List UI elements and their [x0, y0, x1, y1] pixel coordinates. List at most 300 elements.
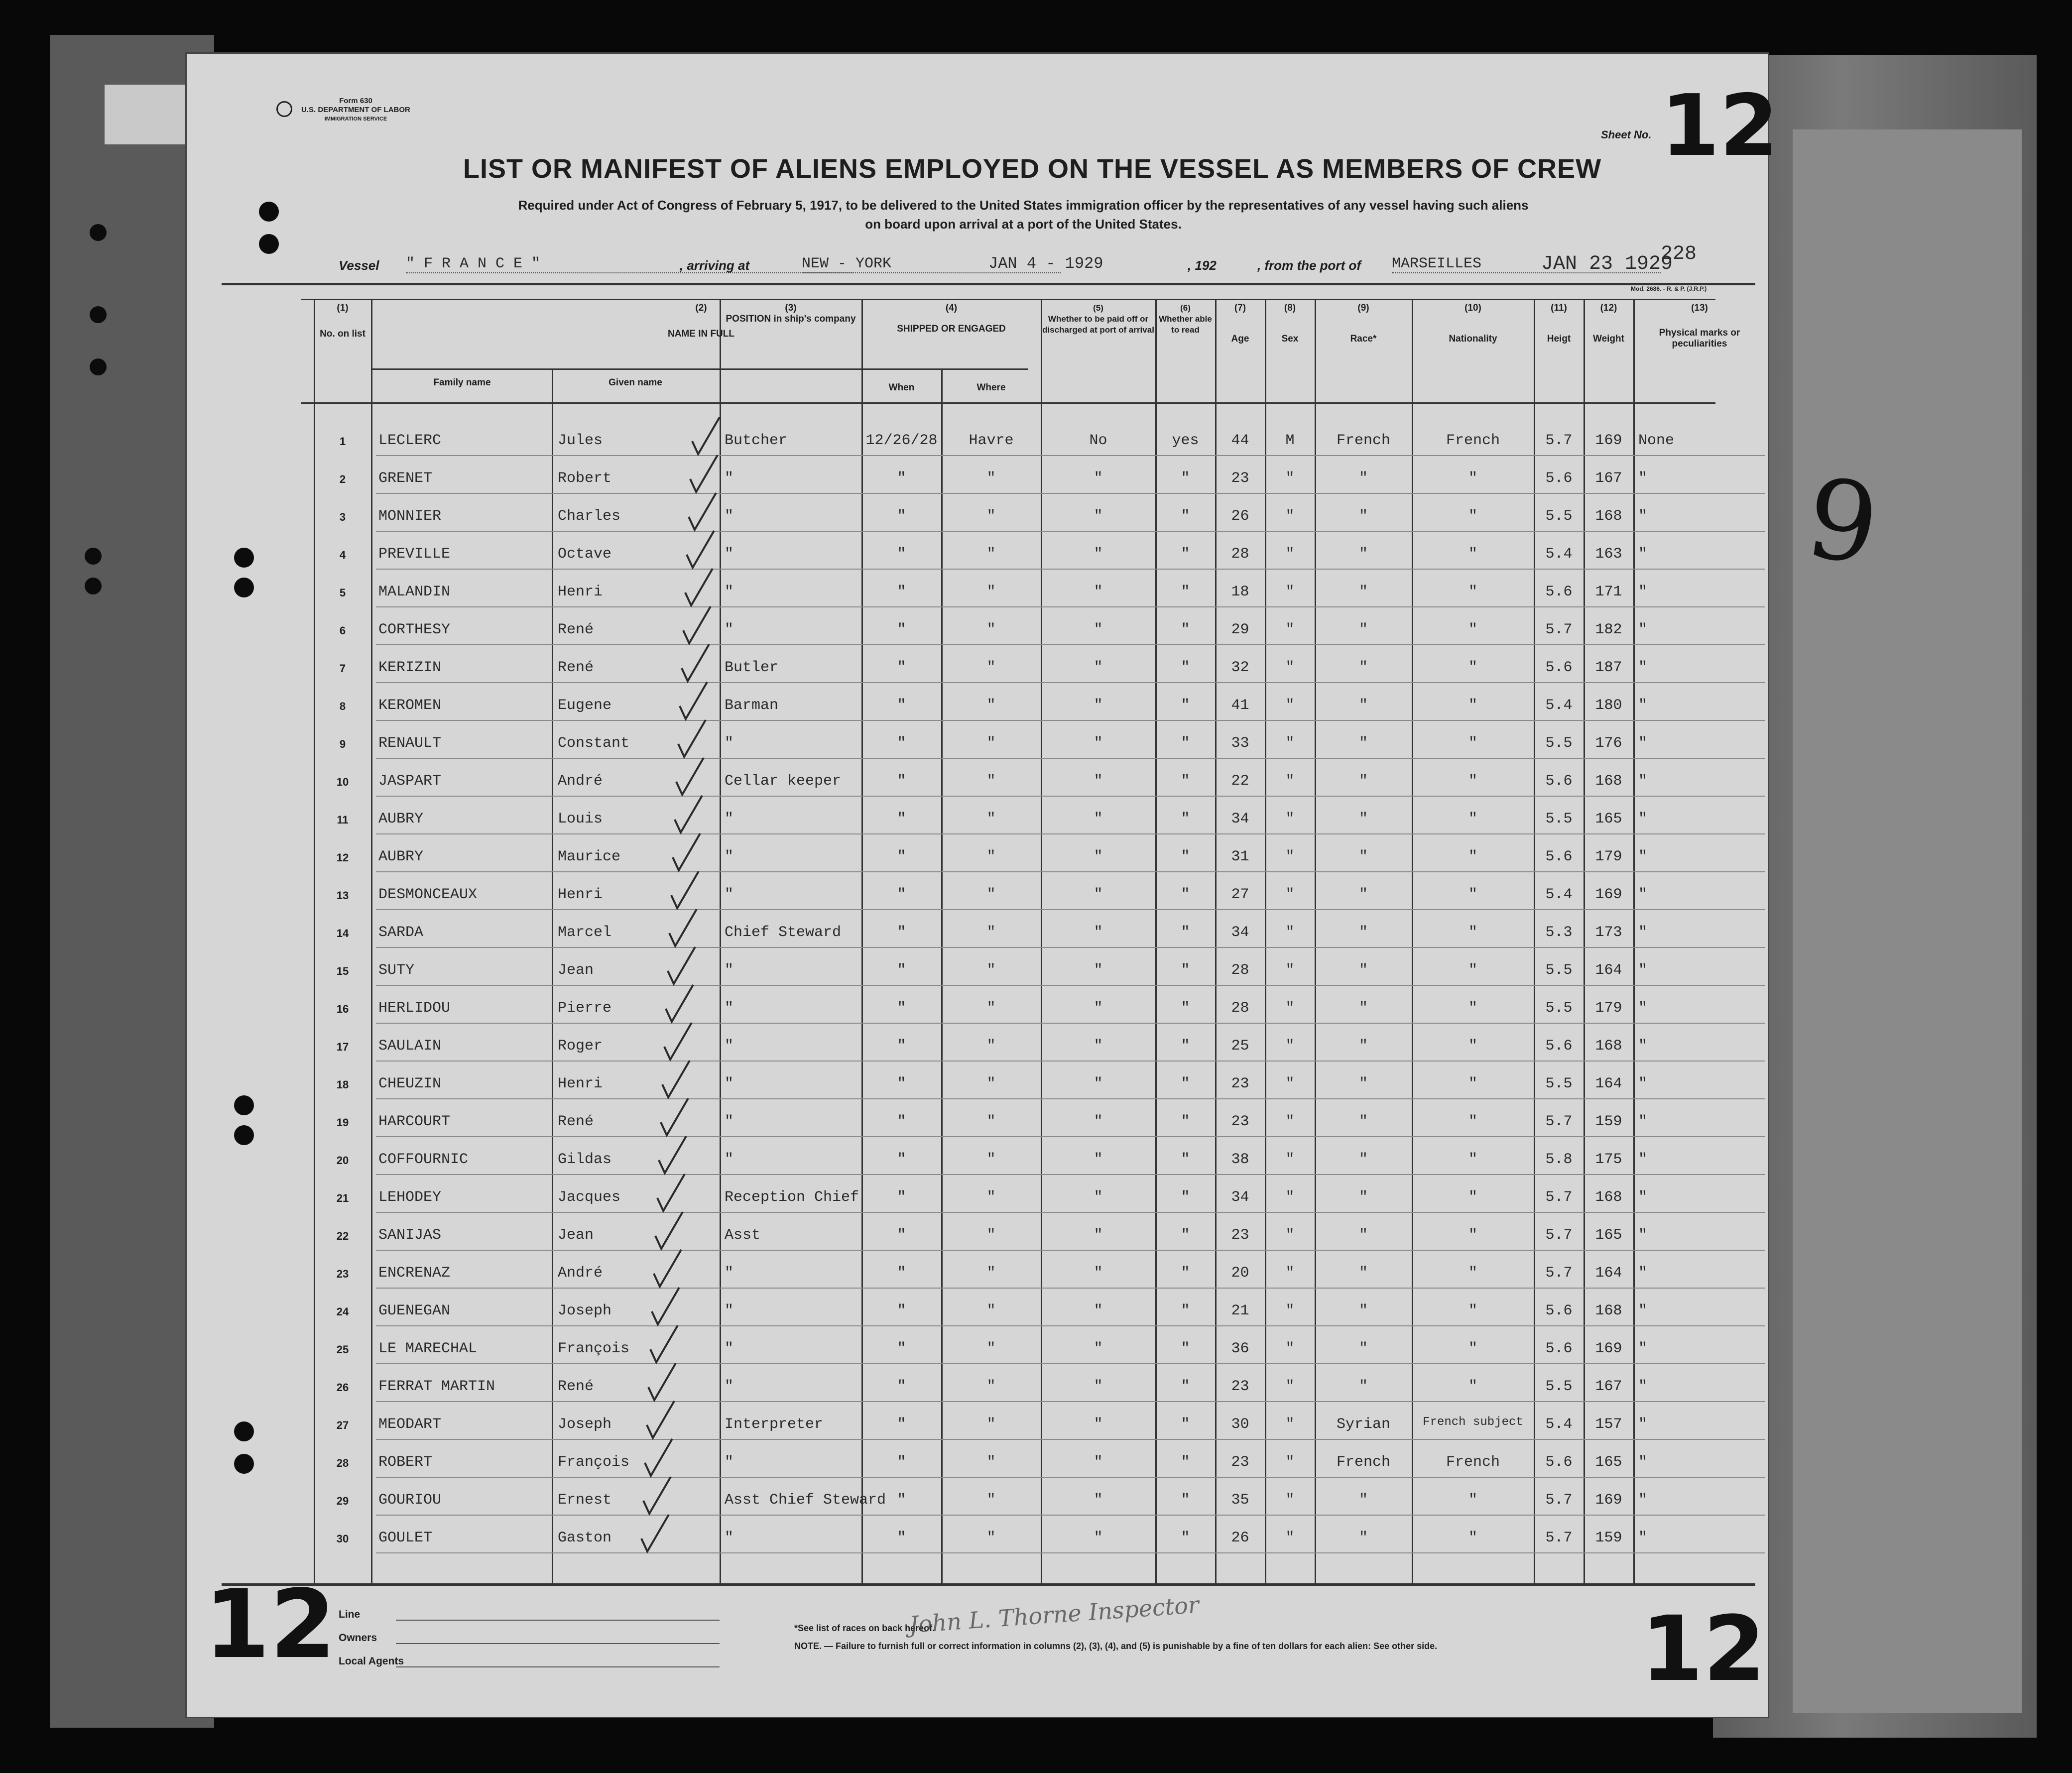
family-name-cell: MONNIER [378, 508, 442, 525]
race-cell: " [1358, 811, 1368, 827]
able-to-read-cell: " [1181, 848, 1190, 865]
position-cell: " [725, 1075, 734, 1092]
height-cell: 5.7 [1545, 432, 1573, 449]
punch-hole [90, 358, 107, 375]
weight-cell: 179 [1595, 1000, 1622, 1017]
able-to-read-cell: " [1181, 962, 1190, 979]
sex-cell: " [1285, 659, 1295, 676]
weight-cell: 169 [1595, 1340, 1622, 1357]
weight-cell: 164 [1595, 1075, 1622, 1092]
able-to-read-cell: " [1181, 886, 1190, 903]
punch-hole [234, 1421, 254, 1441]
family-name-cell: SUTY [378, 962, 415, 979]
mod-code: Mod. 2686. - R. & P. (J.R.P.) [1631, 285, 1707, 292]
age-cell: 30 [1231, 1416, 1249, 1433]
age-cell: 36 [1231, 1340, 1249, 1357]
given-name-cell: Charles [558, 508, 621, 525]
col-number: (8) [1284, 303, 1296, 313]
race-cell: " [1358, 584, 1368, 600]
weight-cell: 164 [1595, 1265, 1622, 1282]
check-mark [682, 644, 709, 681]
row-number-cell: 22 [336, 1230, 349, 1242]
weight-cell: 168 [1595, 508, 1622, 525]
given-name-cell: André [558, 1265, 603, 1282]
sex-cell: M [1285, 432, 1295, 449]
given-name-cell: Jacques [558, 1189, 621, 1206]
paid-off-cell: " [1094, 659, 1103, 676]
family-name-cell: KERIZIN [378, 659, 442, 676]
nationality-cell: French [1446, 1454, 1500, 1471]
race-cell: " [1358, 1189, 1368, 1206]
given-name-cell: François [558, 1340, 630, 1357]
sheet-number-label: Sheet No. [1601, 128, 1652, 141]
age-cell: 35 [1231, 1492, 1249, 1509]
sex-cell: " [1285, 1416, 1295, 1433]
paid-off-cell: " [1094, 962, 1103, 979]
paid-off-cell: " [1094, 1227, 1103, 1244]
able-to-read-cell: " [1181, 1151, 1190, 1168]
family-name-cell: SARDA [378, 924, 424, 941]
age-cell: 23 [1231, 1113, 1249, 1130]
race-cell: " [1358, 1227, 1368, 1244]
shipped-when-cell: " [897, 1189, 906, 1206]
height-cell: 5.4 [1545, 697, 1573, 714]
position-cell: " [725, 1265, 734, 1282]
col-number: (5) [1093, 303, 1103, 313]
punch-hole [85, 548, 102, 565]
check-mark [678, 720, 706, 757]
height-cell: 5.3 [1545, 924, 1573, 941]
sheet-number: 12 [1661, 77, 1779, 175]
col-label: Heigt [1547, 334, 1571, 344]
weight-cell: 179 [1595, 848, 1622, 865]
nationality-cell: " [1468, 1340, 1477, 1357]
race-cell: " [1358, 1000, 1368, 1017]
weight-cell: 169 [1595, 432, 1622, 449]
weight-cell: 169 [1595, 1492, 1622, 1509]
col-label: NAME IN FULL [667, 329, 735, 339]
shipped-where-cell: " [986, 1113, 996, 1130]
shipped-when-cell: " [897, 811, 906, 827]
shipped-when-cell: " [897, 924, 906, 941]
physical-marks-cell: " [1638, 584, 1648, 600]
race-cell: " [1358, 1075, 1368, 1092]
physical-marks-cell: " [1638, 470, 1648, 487]
shipped-when-cell: " [897, 584, 906, 600]
paid-off-cell: " [1094, 1340, 1103, 1357]
given-name-cell: Octave [558, 546, 612, 563]
height-cell: 5.6 [1545, 1454, 1573, 1471]
row-number-cell: 25 [336, 1343, 349, 1356]
shipped-when-cell: " [897, 1416, 906, 1433]
nationality-cell: " [1468, 962, 1477, 979]
race-cell: " [1358, 962, 1368, 979]
family-name-cell: MALANDIN [378, 584, 451, 600]
weight-cell: 165 [1595, 1227, 1622, 1244]
paid-off-cell: " [1094, 811, 1103, 827]
physical-marks-cell: " [1638, 1227, 1648, 1244]
nationality-cell: " [1468, 1265, 1477, 1282]
form-number: Form 630 [339, 97, 372, 105]
paid-off-cell: " [1094, 621, 1103, 638]
nationality-cell: " [1468, 1492, 1477, 1509]
height-cell: 5.4 [1545, 886, 1573, 903]
paid-off-cell: " [1094, 1189, 1103, 1206]
check-mark [648, 1363, 676, 1400]
able-to-read-cell: " [1181, 508, 1190, 525]
where-header: Where [976, 382, 1006, 393]
race-cell: " [1358, 470, 1368, 487]
paid-off-cell: " [1094, 470, 1103, 487]
row-number-cell: 17 [336, 1041, 349, 1053]
row-number-cell: 28 [336, 1457, 349, 1469]
sex-cell: " [1285, 1340, 1295, 1357]
check-mark [680, 682, 707, 719]
nationality-cell: " [1468, 1189, 1477, 1206]
underlying-page-far-right [1793, 129, 2022, 1713]
race-cell: " [1358, 1113, 1368, 1130]
able-to-read-cell: " [1181, 735, 1190, 752]
able-to-read-cell: " [1181, 1189, 1190, 1206]
nationality-cell: " [1468, 924, 1477, 941]
nationality-cell: " [1468, 773, 1477, 790]
weight-cell: 159 [1595, 1530, 1622, 1546]
family-name-cell: KEROMEN [378, 697, 442, 714]
able-to-read-cell: " [1181, 1302, 1190, 1319]
shipped-where-cell: " [986, 1075, 996, 1092]
vessel-label: Vessel [339, 258, 379, 273]
family-name-cell: ENCRENAZ [378, 1265, 451, 1282]
nationality-cell: French subject [1423, 1416, 1523, 1429]
check-mark [690, 455, 718, 492]
physical-marks-cell: " [1638, 1000, 1648, 1017]
race-cell: " [1358, 735, 1368, 752]
position-cell: " [725, 811, 734, 827]
given-name-cell: André [558, 773, 603, 790]
shipped-where-cell: " [986, 1189, 996, 1206]
shipped-where-cell: " [986, 1151, 996, 1168]
col-label: Whether able to read [1159, 314, 1212, 335]
row-number-cell: 6 [339, 624, 346, 637]
shipped-where-cell: " [986, 621, 996, 638]
sex-cell: " [1285, 848, 1295, 865]
shipped-where-cell: " [986, 508, 996, 525]
col-number: (7) [1234, 303, 1246, 313]
line-field [396, 1620, 720, 1621]
check-mark [661, 1098, 688, 1135]
physical-marks-cell: " [1638, 1265, 1648, 1282]
row-number-cell: 27 [336, 1419, 349, 1431]
check-mark [643, 1477, 671, 1514]
check-mark [676, 758, 704, 795]
weight-cell: 175 [1595, 1151, 1622, 1168]
paid-off-cell: " [1094, 584, 1103, 600]
given-name-cell: Jean [558, 1227, 594, 1244]
family-name-cell: JASPART [378, 773, 442, 790]
age-cell: 32 [1231, 659, 1249, 676]
able-to-read-cell: " [1181, 1530, 1190, 1546]
race-cell: " [1358, 924, 1368, 941]
family-name-cell: LE MARECHAL [378, 1340, 478, 1357]
physical-marks-cell: " [1638, 1416, 1648, 1433]
age-cell: 26 [1231, 1530, 1249, 1546]
col-label: Sex [1281, 334, 1299, 344]
height-cell: 5.6 [1545, 1302, 1573, 1319]
paid-off-cell: No [1089, 432, 1107, 449]
nationality-cell: " [1468, 1227, 1477, 1244]
shipped-when-cell: " [897, 508, 906, 525]
family-name-cell: GUENEGAN [378, 1302, 451, 1319]
check-mark [654, 1250, 681, 1287]
position-cell: " [725, 735, 734, 752]
family-name-cell: AUBRY [378, 811, 424, 827]
age-cell: 28 [1231, 962, 1249, 979]
given-name-cell: Constant [558, 735, 630, 752]
row-number-cell: 19 [336, 1116, 349, 1129]
position-cell: " [725, 848, 734, 865]
paid-off-cell: " [1094, 735, 1103, 752]
physical-marks-cell: " [1638, 1038, 1648, 1055]
weight-cell: 176 [1595, 735, 1622, 752]
shipped-when-cell: " [897, 470, 906, 487]
shipped-when-cell: " [897, 886, 906, 903]
age-cell: 23 [1231, 1378, 1249, 1395]
able-to-read-cell: " [1181, 1492, 1190, 1509]
weight-cell: 157 [1595, 1416, 1622, 1433]
given-name-cell: Marcel [558, 924, 612, 941]
age-cell: 18 [1231, 584, 1249, 600]
nationality-cell: " [1468, 735, 1477, 752]
given-name-cell: René [558, 659, 594, 676]
shipped-where-cell: " [986, 924, 996, 941]
shipped-when-cell: " [897, 1038, 906, 1055]
shipped-when-cell: " [897, 1492, 906, 1509]
paid-off-cell: " [1094, 848, 1103, 865]
physical-marks-cell: " [1638, 1340, 1648, 1357]
sex-cell: " [1285, 546, 1295, 563]
nationality-cell: " [1468, 1530, 1477, 1546]
given-name-cell: Ernest [558, 1492, 612, 1509]
family-name-cell: MEODART [378, 1416, 442, 1433]
height-cell: 5.8 [1545, 1151, 1573, 1168]
physical-marks-cell: " [1638, 621, 1648, 638]
when-header: When [888, 382, 915, 393]
punch-hole [90, 224, 107, 241]
row-number-cell: 15 [336, 965, 349, 977]
shipped-when-cell: " [897, 962, 906, 979]
punch-hole [234, 1125, 254, 1145]
departure-port: MARSEILLES [1392, 255, 1661, 273]
position-cell: " [725, 508, 734, 525]
check-mark [689, 493, 716, 530]
given-name-cell: Joseph [558, 1302, 612, 1319]
paid-off-cell: " [1094, 1416, 1103, 1433]
sex-cell: " [1285, 1038, 1295, 1055]
row-number-cell: 11 [337, 814, 349, 826]
nationality-cell: " [1468, 584, 1477, 600]
family-name-cell: LECLERC [378, 432, 442, 449]
agents-field [396, 1666, 720, 1667]
row-number-cell: 2 [339, 473, 346, 485]
check-mark [683, 606, 711, 643]
shipped-where-cell: " [986, 735, 996, 752]
check-mark [652, 1288, 679, 1324]
race-cell: " [1358, 621, 1368, 638]
able-to-read-cell: " [1181, 811, 1190, 827]
weight-cell: 168 [1595, 1189, 1622, 1206]
physical-marks-cell: " [1638, 1151, 1648, 1168]
physical-marks-cell: " [1638, 1302, 1648, 1319]
race-cell: " [1358, 1530, 1368, 1546]
paid-off-cell: " [1094, 1492, 1103, 1509]
race-cell: " [1358, 508, 1368, 525]
position-cell: Asst [725, 1227, 761, 1244]
given-name-cell: René [558, 621, 594, 638]
race-cell: " [1358, 1265, 1368, 1282]
age-cell: 23 [1231, 1454, 1249, 1471]
col-label: SHIPPED OR ENGAGED [897, 324, 1006, 334]
race-cell: " [1358, 1302, 1368, 1319]
paid-off-cell: " [1094, 1000, 1103, 1017]
shipped-where-cell: " [986, 1000, 996, 1017]
age-cell: 28 [1231, 1000, 1249, 1017]
age-cell: 44 [1231, 432, 1249, 449]
physical-marks-cell: " [1638, 508, 1648, 525]
age-cell: 29 [1231, 621, 1249, 638]
check-mark [645, 1439, 672, 1476]
sex-cell: " [1285, 697, 1295, 714]
weight-cell: 159 [1595, 1113, 1622, 1130]
nationality-cell: " [1468, 1038, 1477, 1055]
position-cell: " [725, 584, 734, 600]
physical-marks-cell: " [1638, 848, 1648, 865]
punch-hole [85, 578, 102, 594]
col-number: (12) [1600, 303, 1617, 313]
paid-off-cell: " [1094, 1265, 1103, 1282]
sex-cell: " [1285, 1113, 1295, 1130]
check-mark [650, 1325, 678, 1362]
row-number-cell: 7 [339, 662, 346, 675]
col-label: Nationality [1449, 334, 1497, 344]
shipped-when-cell: " [897, 1378, 906, 1395]
shipped-when-cell: " [897, 1530, 906, 1546]
height-cell: 5.7 [1545, 1265, 1573, 1282]
shipped-when-cell: " [897, 1227, 906, 1244]
sex-cell: " [1285, 735, 1295, 752]
position-cell: " [725, 1530, 734, 1546]
col-number: (3) [785, 303, 797, 313]
given-name-cell: Eugene [558, 697, 612, 714]
physical-marks-cell: " [1638, 1189, 1648, 1206]
family-name-cell: GOURIOU [378, 1492, 442, 1509]
nationality-cell: " [1468, 621, 1477, 638]
physical-marks-cell: " [1638, 659, 1648, 676]
nationality-cell: " [1468, 659, 1477, 676]
given-name-cell: Louis [558, 811, 603, 827]
age-cell: 34 [1231, 1189, 1249, 1206]
able-to-read-cell: yes [1172, 432, 1199, 449]
weight-cell: 168 [1595, 773, 1622, 790]
able-to-read-cell: " [1181, 546, 1190, 563]
paid-off-cell: " [1094, 1302, 1103, 1319]
nationality-cell: " [1468, 1302, 1477, 1319]
check-mark [671, 871, 699, 908]
weight-cell: 167 [1595, 470, 1622, 487]
physical-marks-cell: " [1638, 886, 1648, 903]
shipped-where-cell: " [986, 546, 996, 563]
physical-marks-cell: " [1638, 697, 1648, 714]
shipped-where-cell: " [986, 470, 996, 487]
check-mark [668, 947, 695, 984]
col-label: Race* [1350, 334, 1377, 344]
row-number-cell: 16 [336, 1003, 349, 1015]
physical-marks-cell: " [1638, 962, 1648, 979]
age-cell: 41 [1231, 697, 1249, 714]
sex-cell: " [1285, 1265, 1295, 1282]
able-to-read-cell: " [1181, 773, 1190, 790]
family-name-cell: LEHODEY [378, 1189, 442, 1206]
sex-cell: " [1285, 621, 1295, 638]
position-cell: " [725, 546, 734, 563]
age-cell: 34 [1231, 811, 1249, 827]
shipped-where-cell: " [986, 1454, 996, 1471]
check-mark [692, 417, 720, 454]
arriving-label: , arriving at [680, 258, 750, 273]
able-to-read-cell: " [1181, 584, 1190, 600]
able-to-read-cell: " [1181, 1227, 1190, 1244]
shipped-when-cell: " [897, 659, 906, 676]
shipped-where-cell: " [986, 659, 996, 676]
family-name-cell: CHEUZIN [378, 1075, 442, 1092]
sex-cell: " [1285, 584, 1295, 600]
shipped-when-cell: " [897, 1113, 906, 1130]
weight-cell: 167 [1595, 1378, 1622, 1395]
arrival-port: NEW - YORK [802, 255, 1061, 273]
race-cell: " [1358, 773, 1368, 790]
height-cell: 5.7 [1545, 1189, 1573, 1206]
paid-off-cell: " [1094, 1113, 1103, 1130]
col-label: Physical marks or peculiarities [1659, 328, 1740, 349]
col-number: (13) [1691, 303, 1708, 313]
check-mark [685, 569, 713, 605]
paid-off-cell: " [1094, 924, 1103, 941]
able-to-read-cell: " [1181, 1416, 1190, 1433]
row-number-cell: 4 [339, 549, 346, 561]
inspector-signature: John L. Thorne Inspector [908, 1591, 1200, 1639]
check-mark [641, 1515, 669, 1551]
shipped-when-cell: " [897, 621, 906, 638]
physical-marks-cell: " [1638, 924, 1648, 941]
height-cell: 5.5 [1545, 508, 1573, 525]
check-mark [666, 985, 693, 1022]
sex-cell: " [1285, 1454, 1295, 1471]
sex-cell: " [1285, 1302, 1295, 1319]
family-name-cell: GRENET [378, 470, 433, 487]
position-cell: " [725, 621, 734, 638]
given-name-cell: Henri [558, 1075, 603, 1092]
check-mark [687, 531, 714, 568]
physical-marks-cell: " [1638, 1454, 1648, 1471]
sex-cell: " [1285, 1151, 1295, 1168]
physical-marks-cell: " [1638, 1530, 1648, 1546]
manifest-sheet [187, 54, 1779, 1717]
punch-hole [259, 234, 279, 254]
shipped-where-cell: " [986, 886, 996, 903]
able-to-read-cell: " [1181, 1000, 1190, 1017]
position-cell: Chief Steward [725, 924, 842, 941]
family-name-cell: COFFOURNIC [378, 1151, 469, 1168]
race-cell: Syrian [1336, 1416, 1391, 1433]
